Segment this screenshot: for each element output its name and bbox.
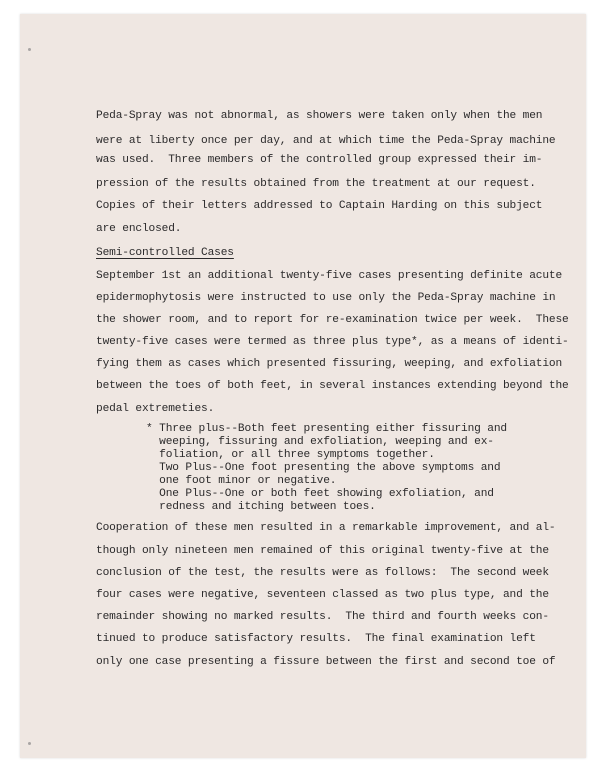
footnote-line: redness and itching between toes. bbox=[146, 501, 376, 513]
body-line: was used. Three members of the controlled group expressed their im- bbox=[96, 154, 543, 166]
body-line: Cooperation of these men resulted in a remarkable improvement, and al- bbox=[96, 522, 556, 534]
footnote-line: One Plus--One or both feet showing exfoliation, and bbox=[146, 488, 494, 500]
body-line: though only nineteen men remained of this original twenty-five at the bbox=[96, 545, 549, 557]
footnote-line: weeping, fissuring and exfoliation, weeping and ex- bbox=[146, 436, 494, 448]
body-line: twenty-five cases were termed as three plus type*, as a means of identi- bbox=[96, 336, 569, 348]
footnote-line: one foot minor or negative. bbox=[146, 475, 337, 487]
footnote-line: * Three plus--Both feet presenting either fissuring and bbox=[146, 423, 507, 435]
body-line: remainder showing no marked results. The third and fourth weeks con- bbox=[96, 611, 549, 623]
body-line: between the toes of both feet, in several instances extending beyond the bbox=[96, 380, 569, 392]
section-heading: Semi-controlled Cases bbox=[96, 247, 234, 259]
punch-mark-bottom bbox=[28, 742, 31, 745]
body-line: conclusion of the test, the results were as follows: The second week bbox=[96, 567, 549, 579]
body-line: only one case presenting a fissure between the first and second toe of bbox=[96, 656, 556, 668]
body-line: pedal extremeties. bbox=[96, 403, 215, 415]
body-line: four cases were negative, seventeen classed as two plus type, and the bbox=[96, 589, 549, 601]
body-line: Copies of their letters addressed to Captain Harding on this subject bbox=[96, 200, 543, 212]
body-line: the shower room, and to report for re-examination twice per week. These bbox=[96, 314, 569, 326]
body-line: fying them as cases which presented fissuring, weeping, and exfoliation bbox=[96, 358, 563, 370]
punch-mark-top bbox=[28, 48, 31, 51]
body-line: are enclosed. bbox=[96, 223, 182, 235]
body-line: pression of the results obtained from the treatment at our request. bbox=[96, 178, 536, 190]
footnote-line: foliation, or all three symptoms together. bbox=[146, 449, 435, 461]
body-line: tinued to produce satisfactory results. The final examination left bbox=[96, 633, 536, 645]
body-line: epidermophytosis were instructed to use only the Peda-Spray machine in bbox=[96, 292, 556, 304]
body-line: Peda-Spray was not abnormal, as showers were taken only when the men bbox=[96, 110, 543, 122]
body-line: September 1st an additional twenty-five cases presenting definite acute bbox=[96, 270, 563, 282]
footnote-line: Two Plus--One foot presenting the above symptoms and bbox=[146, 462, 501, 474]
body-line: were at liberty once per day, and at which time the Peda-Spray machine bbox=[96, 135, 556, 147]
